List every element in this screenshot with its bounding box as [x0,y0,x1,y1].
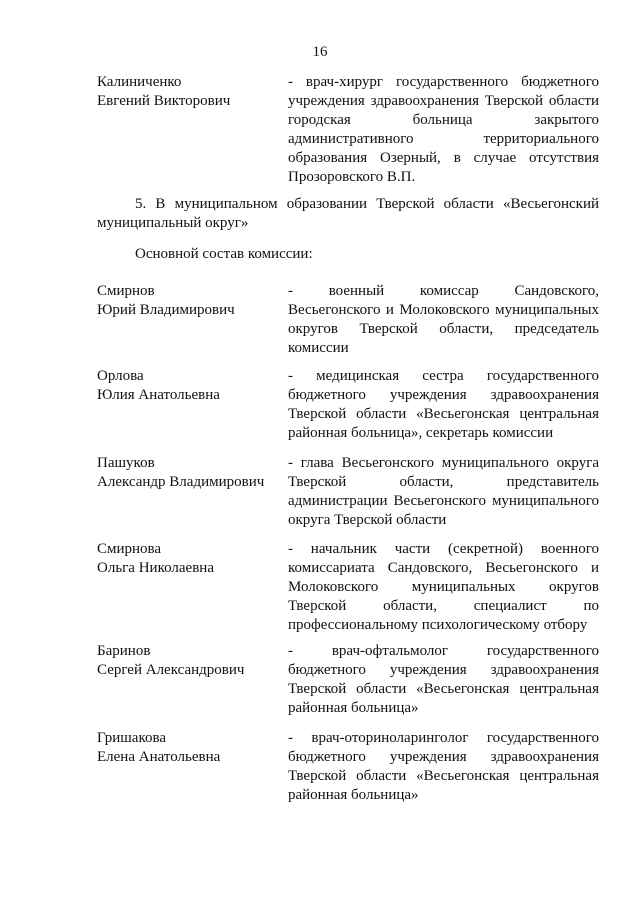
member-role: - медицинская сестра государственного бюджетного учреждения здравоохранения Тверской области «Весьегонская центральная районная больница», секретарь комиссии [288,368,599,441]
member-given-name: Ольга Николаевна [97,560,214,576]
section-heading: 5. В муниципальном образовании Тверской области «Весьегонский муниципальный округ» [97,196,599,231]
member-name [97,642,277,680]
member-given-name: Сергей Александрович [97,662,245,678]
member-surname: Смирнов [97,283,155,299]
section-subheading: Основной состав комиссии: [135,246,313,262]
member-surname: Баринов [97,643,151,659]
member-role: - начальник части (секретной) военного комиссариата Сандовского, Весьегонского и Молоковского муниципальных округов Тверской области, специалист по профессиональному психологическому отбору [288,541,599,633]
member-role: - глава Весьегонского муниципального округа Тверской области, представитель администрации Весьегонского муниципального округа Тверской области [288,455,599,528]
member-name [97,282,277,320]
member-role: - врач-оториноларинголог государственного бюджетного учреждения здравоохранения Тверской области «Весьегонская центральная районная больница» [288,730,599,803]
member-role: - военный комиссар Сандовского, Весьегонского и Молоковского муниципальных округов Тверской области, председатель комиссии [288,283,599,356]
page-number: 16 [312,44,328,60]
member-surname: Калиниченко [97,74,182,90]
member-surname: Гришакова [97,730,167,746]
member-surname: Орлова [97,368,144,384]
member-name [97,73,277,111]
member-surname: Пашуков [97,455,155,471]
member-given-name: Евгений Викторович [97,93,231,109]
member-given-name: Юрий Владимирович [97,302,235,318]
member-given-name: Александр Владимирович [97,474,265,490]
member-name [97,540,277,578]
member-role: - врач-офтальмолог государственного бюджетного учреждения здравоохранения Тверской области «Весьегонская центральная районная больница» [288,643,599,716]
member-name [97,367,277,405]
member-role: - врач-хирург государственного бюджетного учреждения здравоохранения Тверской области городская больница закрытого административного территориального образования Озерный, в случае отсутствия Прозоровского В.П. [288,74,599,185]
member-name [97,729,277,767]
member-given-name: Юлия Анатольевна [97,387,220,403]
member-surname: Смирнова [97,541,162,557]
member-name [97,454,277,492]
member-given-name: Елена Анатольевна [97,749,221,765]
